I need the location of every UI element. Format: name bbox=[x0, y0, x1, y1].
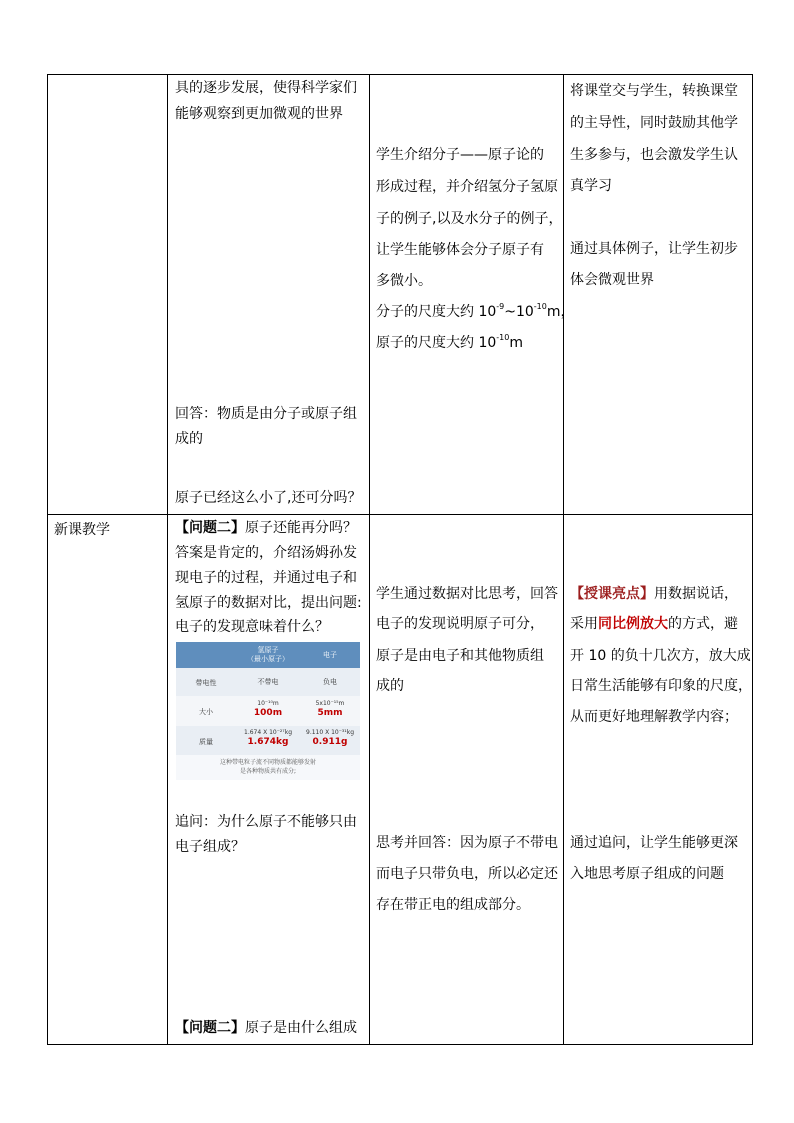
row1-col3-line5: 多微小。 bbox=[376, 273, 432, 289]
hydrogen-mass: 1.674 X 10⁻²⁷kg 1.674kg bbox=[244, 729, 292, 747]
row1-col3-line1: 学生介绍分子——原子论的 bbox=[376, 147, 544, 163]
col-divider-1 bbox=[167, 74, 168, 1045]
follow-up-question-line2: 电子组成？ bbox=[175, 839, 245, 855]
think-answer-line1: 思考并回答：因为原子不带电 bbox=[376, 835, 558, 851]
row1-col4-line4: 真学习 bbox=[570, 178, 612, 194]
molecule-scale-text: 分子的尺度大约 $10^{-9}\sim 10^{-10}m$， bbox=[376, 302, 575, 320]
electron-charge: 负电 bbox=[323, 678, 337, 686]
row2-col3-line1: 学生通过数据对比思考，回答 bbox=[376, 586, 558, 602]
row2-col3-line3: 原子是由电子和其他物质组 bbox=[376, 648, 544, 664]
row-label-size: 大小 bbox=[199, 708, 213, 716]
follow-up-purpose-line1: 通过追问，让学生能够更深 bbox=[570, 835, 738, 851]
follow-up-purpose-line2: 入地思考原子组成的问题 bbox=[570, 866, 724, 882]
row1-col4-line6: 体会微观世界 bbox=[570, 272, 654, 288]
table-right-border bbox=[752, 74, 753, 1045]
row2-col2-line2: 答案是肯定的，介绍汤姆孙发 bbox=[175, 545, 357, 561]
row2-col2-line5: 电子的发现意味着什么？ bbox=[175, 619, 329, 635]
table-bottom-border bbox=[47, 1044, 753, 1045]
row1-col2-line1: 具的逐步发展，使得科学家们 bbox=[175, 80, 357, 96]
question-three-heading: 【问题二】原子是由什么组成 bbox=[175, 1020, 357, 1036]
table-row bbox=[176, 668, 360, 696]
table-row bbox=[176, 726, 360, 755]
row2-col3-line4: 成的 bbox=[376, 678, 404, 694]
think-answer-line2: 而电子只带负电，所以必定还 bbox=[376, 866, 558, 882]
question-two-heading: 【问题二】原子还能再分吗？ bbox=[175, 520, 357, 536]
hydrogen-size: 10⁻¹⁰m 100m bbox=[253, 700, 283, 718]
row2-col4-line5: 从而更好地理解教学内容； bbox=[570, 709, 738, 725]
row2-col4-line2: 采用同比例放大的方式，避 bbox=[570, 616, 738, 632]
row1-col3-line2: 形成过程，并介绍氢分子氢原 bbox=[376, 179, 558, 195]
atom-scale-text: 原子的尺度大约 $10^{-10}m$ bbox=[376, 333, 523, 351]
row2-col4-line3: 开 10 的负十几次方，放大成 bbox=[570, 648, 751, 664]
row1-col2-answer-line2: 成的 bbox=[175, 431, 203, 447]
electron-mass: 9.110 X 10⁻³¹kg 0.911g bbox=[306, 729, 354, 747]
row1-col4-line3: 生多参与，也会激发学生认 bbox=[570, 147, 738, 163]
table-header-blank bbox=[176, 642, 236, 668]
row2-col4-line4: 日常生活能够有印象的尺度， bbox=[570, 678, 752, 694]
table-header-electron: 电子 bbox=[300, 642, 360, 668]
row1-col3-line4: 让学生能够体会分子原子有 bbox=[376, 242, 544, 258]
row-label-mass: 质量 bbox=[199, 738, 213, 746]
col-divider-2 bbox=[369, 74, 370, 1045]
table-header-hydrogen: 氢原子 （最小原子） bbox=[236, 642, 300, 668]
row2-col3-line2: 电子的发现说明原子可分， bbox=[376, 616, 544, 632]
row1-col2-answer-line1: 回答：物质是由分子或原子组 bbox=[175, 406, 357, 422]
row1-col4-line5: 通过具体例子，让学生初步 bbox=[570, 241, 738, 257]
hydrogen-charge: 不带电 bbox=[257, 678, 279, 686]
row2-col2-line4: 氢原子的数据对比，提出问题: bbox=[175, 595, 362, 611]
row2-col2-line3: 现电子的过程，并通过电子和 bbox=[175, 570, 357, 586]
electron-size: 5x10⁻¹⁵m 5mm bbox=[315, 700, 345, 718]
row-label-charge: 带电性 bbox=[195, 679, 217, 687]
table-row bbox=[176, 696, 360, 726]
row1-col2-line2: 能够观察到更加微观的世界 bbox=[175, 106, 343, 122]
section-label: 新课教学 bbox=[54, 522, 110, 538]
follow-up-question-line1: 追问：为什么原子不能够只由 bbox=[175, 814, 357, 830]
think-answer-line3: 存在带正电的组成部分。 bbox=[376, 897, 530, 913]
row1-col4-line2: 的主导性，同时鼓励其他学 bbox=[570, 115, 738, 131]
teaching-highlight: 【授课亮点】用数据说话， bbox=[570, 586, 738, 602]
row1-col3-line3: 子的例子,以及水分子的例子， bbox=[376, 211, 563, 227]
electron-hydrogen-comparison-table bbox=[176, 642, 360, 780]
row-divider bbox=[47, 514, 753, 515]
row1-col4-line1: 将课堂交与学生，转换课堂 bbox=[570, 83, 738, 99]
table-left-border bbox=[47, 74, 48, 1045]
col-divider-3 bbox=[563, 74, 564, 1045]
table-footnote: 这种带电粒子流不同物质都能够发射 是各种物质共有成分; bbox=[176, 755, 360, 780]
row1-col2-question: 原子已经这么小了,还可分吗？ bbox=[175, 490, 362, 506]
